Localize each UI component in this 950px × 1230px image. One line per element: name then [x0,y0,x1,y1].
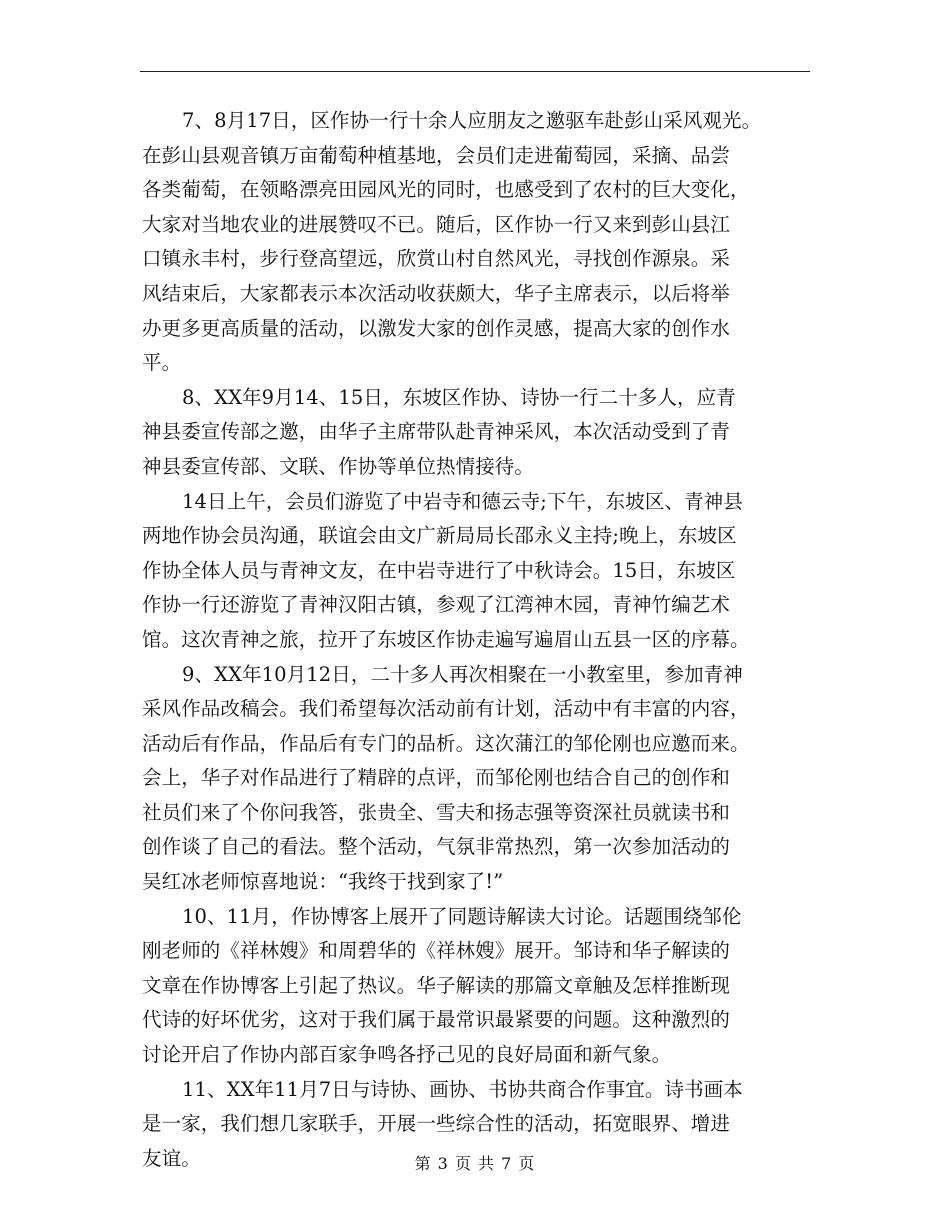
text-line: 两地作协会员沟通，联谊会由文广新局局长邵永义主持;晚上，东坡区 [142,524,737,548]
text-line: 创作谈了自己的看法。整个活动，气氛非常热烈，第一次参加活动的 [142,835,731,859]
text-line: 办更多更高质量的活动，以激发大家的创作灵感，提高大家的创作水 [142,316,731,340]
text-line: 吴红冰老师惊喜地说：“我终于找到家了!” [142,870,504,894]
text-line: 文章在作协博客上引起了热议。华子解读的那篇文章触及怎样推断现 [142,973,731,997]
text-line: 平。 [142,351,182,375]
text-line: 7、8月17日，区作协一行十余人应朋友之邀驱车赴彭山采风观光。 [182,109,762,132]
text-line: 神县委宣传部之邀，由华子主席带队赴青神采风，本次活动受到了青 [142,420,731,444]
header-rule [140,71,810,72]
text-line: 活动后有作品，作品后有专门的品析。这次蒲江的邹伦刚也应邀而来。 [142,731,750,755]
text-line: 作协全体人员与青神文友，在中岩寺进行了中秋诗会。15日，东坡区 [142,558,736,582]
text-line: 神县委宣传部、文联、作协等单位热情接待。 [142,454,535,478]
document-body [142,104,810,1176]
text-line: 代诗的好坏优劣，这对于我们属于最常识最紧要的问题。这种激烈的 [142,1008,731,1032]
page-number-footer: 第 3 页 共 7 页 [414,1154,536,1173]
text-line: 9、XX年10月12日，二十多人再次相聚在一小教室里，参加青神 [182,662,743,686]
text-line: 作协一行还游览了青神汉阳古镇，参观了江湾神木园，青神竹编艺术 [142,593,731,617]
text-line: 社员们来了个你问我答，张贵全、雪夫和扬志强等资深社员就读书和 [142,800,731,824]
text-line: 大家对当地农业的进展赞叹不已。随后，区作协一行又来到彭山县江 [142,212,731,236]
text-line: 14日上午，会员们游览了中岩寺和德云寺;下午，东坡区、青神县 [182,489,743,513]
text-line: 采风作品改稿会。我们希望每次活动前有计划，活动中有丰富的内容， [142,697,750,721]
text-line: 各类葡萄，在领略漂亮田园风光的同时，也感受到了农村的巨大变化， [142,178,750,202]
text-line: 馆。这次青神之旅，拉开了东坡区作协走遍写遍眉山五县一区的序幕。 [142,627,750,651]
text-line: 刚老师的《祥林嫂》和周碧华的《祥林嫂》展开。邹诗和华子解读的 [142,939,731,963]
text-line: 11、XX年11月7日与诗协、画协、书协共商合作事宜。诗书画本 [182,1077,743,1101]
text-line: 8、XX年9月14、15日，东坡区作协、诗协一行二十多人，应青 [182,385,736,409]
text-line: 是一家，我们想几家联手，开展一些综合性的活动，拓宽眼界、增进 [142,1112,731,1136]
text-line: 会上，华子对作品进行了精辟的点评，而邹伦刚也结合自己的创作和 [142,766,731,790]
text-line: 在彭山县观音镇万亩葡萄种植基地，会员们走进葡萄园，采摘、品尝 [142,143,731,167]
text-line: 讨论开启了作协内部百家争鸣各抒己见的良好局面和新气象。 [142,1043,672,1067]
text-line: 风结束后，大家都表示本次活动收获颇大，华子主席表示，以后将举 [142,281,731,305]
text-line: 友谊。 [142,1146,201,1170]
text-line: 10、11月，作协博客上展开了同题诗解读大讨论。话题围绕邹伦 [182,904,742,928]
text-line: 口镇永丰村，步行登高望远，欣赏山村自然风光，寻找创作源泉。采 [142,247,731,271]
